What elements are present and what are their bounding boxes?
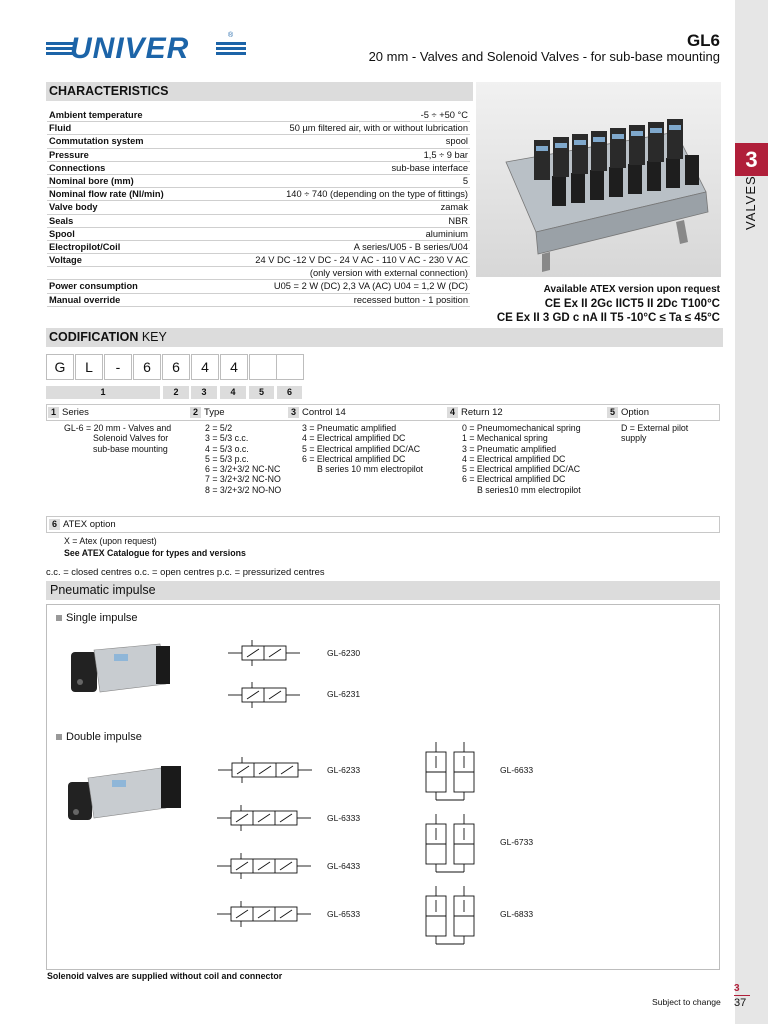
page-subtitle: 20 mm - Valves and Solenoid Valves - for sub-base mounting xyxy=(368,49,720,64)
characteristics-row xyxy=(47,214,470,227)
characteristic-key: Manual override xyxy=(47,293,197,306)
manifold-coil xyxy=(666,158,680,188)
option-line: 5 = Electrical amplified DC/AC xyxy=(302,443,421,454)
centres-legend: c.c. = closed centres o.c. = open centres p.c. = pressurized centres xyxy=(46,566,325,577)
atex-line-1: Available ATEX version upon request xyxy=(543,284,720,295)
characteristic-value: aluminium xyxy=(197,227,470,240)
characteristic-value: (only version with external connection) xyxy=(197,267,470,280)
option-line: 4 = Electrical amplified DC xyxy=(302,433,406,444)
code-box xyxy=(249,354,277,380)
option-line: 5 = 5/3 p.c. xyxy=(205,453,249,464)
valve-body-illustration xyxy=(66,760,186,825)
section-tab-number[interactable]: 3 xyxy=(735,143,768,176)
option-line: B series 10 mm electropilot xyxy=(317,464,424,475)
group-options xyxy=(302,423,423,474)
code-box: 6 xyxy=(133,354,161,380)
valve-code-label: GL-6433 xyxy=(327,861,361,871)
manifold-coil xyxy=(685,155,699,185)
valve-code-label: GL-6833 xyxy=(500,909,534,919)
brand-logo xyxy=(46,34,246,64)
group-title: Option xyxy=(621,407,649,418)
characteristic-key: Spool xyxy=(47,227,197,240)
valve-symbol-double-3-2 xyxy=(418,882,482,946)
footer-divider xyxy=(734,995,750,996)
group-title: Series xyxy=(62,407,89,418)
characteristic-value: 1,5 ÷ 9 bar xyxy=(197,148,470,161)
valve-code-label: GL-6533 xyxy=(327,909,361,919)
manifold-coil xyxy=(609,167,623,197)
atex-availability xyxy=(470,283,720,325)
characteristics-heading: CHARACTERISTICS xyxy=(46,82,473,101)
characteristic-value: sub-base interface xyxy=(197,161,470,174)
code-position-number: 3 xyxy=(191,386,217,399)
footer-section-number: 3 xyxy=(734,983,740,994)
group-number: 2 xyxy=(190,407,201,418)
atex-option-line-1: X = Atex (upon request) xyxy=(64,536,157,546)
valve-code-label: GL-6733 xyxy=(500,837,534,847)
valve-symbol-double-3-2 xyxy=(418,738,482,802)
option-line: 6 = Electrical amplified DC xyxy=(462,474,566,485)
characteristic-value: 140 ÷ 740 (depending on the type of fittings) xyxy=(197,188,470,201)
atex-option-details xyxy=(64,535,246,559)
manifold-coil xyxy=(590,170,604,200)
group-number: 1 xyxy=(48,407,59,418)
group-return-12-header xyxy=(447,405,503,420)
characteristic-value: zamak xyxy=(197,201,470,214)
option-line: supply xyxy=(621,433,647,444)
valve-manifold-illustration xyxy=(476,82,721,277)
characteristic-value: NBR xyxy=(197,214,470,227)
group-number: 5 xyxy=(607,407,618,418)
characteristics-row xyxy=(47,135,470,148)
atex-option-title: ATEX option xyxy=(63,519,116,530)
option-line: 3 = Pneumatic amplified xyxy=(302,423,397,433)
option-line: 4 = 5/3 o.c. xyxy=(205,443,249,454)
characteristics-row xyxy=(47,267,470,280)
option-line: 3 = 5/3 c.c. xyxy=(205,433,249,444)
valve-symbol-horizontal xyxy=(212,899,316,929)
option-line: 4 = Electrical amplified DC xyxy=(462,453,566,464)
characteristic-key: Electropilot/Coil xyxy=(47,240,197,253)
option-line: 6 = Electrical amplified DC xyxy=(302,453,406,464)
option-line: 6 = 3/2+3/2 NC-NC xyxy=(205,464,281,475)
code-position-number: 6 xyxy=(277,386,302,399)
valve-symbol-horizontal xyxy=(215,755,315,785)
group-type-header xyxy=(190,405,225,420)
group-options xyxy=(462,423,581,495)
group-options xyxy=(621,423,688,444)
characteristic-value: 24 V DC -12 V DC - 24 V AC - 110 V AC - 230 V AC xyxy=(197,254,470,267)
group-title: Type xyxy=(204,407,225,418)
manifold-label xyxy=(555,143,567,148)
manifold-label xyxy=(593,137,605,142)
manifold-label xyxy=(536,146,548,151)
option-line: Solenoid Valves for xyxy=(93,433,169,444)
characteristic-value: recessed button - 1 position xyxy=(197,293,470,306)
logo-stripes-right xyxy=(216,42,246,56)
double-impulse-valve-photo xyxy=(66,760,186,825)
characteristics-row xyxy=(47,280,470,293)
characteristics-row xyxy=(47,254,470,267)
characteristic-key: Nominal flow rate (Nl/min) xyxy=(47,188,197,201)
characteristic-value: -5 ÷ +50 °C xyxy=(197,109,470,122)
code-position-number: 1 xyxy=(46,386,160,399)
code-box: 4 xyxy=(220,354,248,380)
characteristic-key: Seals xyxy=(47,214,197,227)
code-position-number: 4 xyxy=(220,386,246,399)
characteristic-value: U05 = 2 W (DC) 2,3 VA (AC) U04 = 1,2 W (DC) xyxy=(197,280,470,293)
characteristic-value: A series/U05 - B series/U04 xyxy=(197,240,470,253)
product-photo xyxy=(476,82,721,277)
valve-code-label: GL-6233 xyxy=(327,765,361,775)
option-line: 2 = 5/2 xyxy=(205,423,233,433)
double-impulse-heading: Double impulse xyxy=(56,731,142,743)
code-box xyxy=(276,354,304,380)
characteristic-key: Connections xyxy=(47,161,197,174)
valve-code-label: GL-6231 xyxy=(327,689,361,699)
logo-registered-mark: ® xyxy=(228,32,234,39)
manifold-coil xyxy=(571,173,585,203)
characteristic-key: Valve body xyxy=(47,201,197,214)
option-line: B series10 mm electropilot xyxy=(477,484,581,495)
group-title: Control 14 xyxy=(302,407,346,418)
characteristics-row xyxy=(47,148,470,161)
group-options xyxy=(64,423,171,454)
manifold-label xyxy=(669,125,681,130)
valve-code-label: GL-6230 xyxy=(327,648,361,658)
subject-to-change: Subject to change xyxy=(652,997,721,1007)
group-option-header xyxy=(607,405,649,420)
group-options xyxy=(205,423,281,495)
valve-body-illustration xyxy=(68,640,173,700)
valve-symbol-horizontal xyxy=(212,803,316,833)
characteristic-key: Nominal bore (mm) xyxy=(47,174,197,187)
bullet-square-icon xyxy=(56,615,62,621)
codification-heading: CODIFICATION KEY xyxy=(46,328,723,347)
valve-code-label: GL-6333 xyxy=(327,813,361,823)
group-title: Return 12 xyxy=(461,407,503,418)
group-number: 3 xyxy=(288,407,299,418)
manifold-label xyxy=(631,131,643,136)
option-line: 0 = Pneumomechanical spring xyxy=(462,423,581,433)
characteristic-key xyxy=(47,267,197,280)
characteristic-value: 50 µm filtered air, with or without lubrication xyxy=(197,122,470,135)
atex-line-2: CE Ex II 2Gc IICT5 II 2Dc T100°C xyxy=(544,298,720,310)
atex-line-3: CE Ex II 3 GD c nA II T5 -10°C ≤ Ta ≤ 45°C xyxy=(496,312,720,324)
code-box: L xyxy=(75,354,103,380)
manifold-label xyxy=(574,140,586,145)
characteristic-key: Voltage xyxy=(47,254,197,267)
characteristic-value: spool xyxy=(197,135,470,148)
group-number: 4 xyxy=(447,407,458,418)
atex-option-line-2: See ATEX Catalogue for types and versions xyxy=(64,548,246,558)
code-box: - xyxy=(104,354,132,380)
valve-symbol-horizontal xyxy=(212,851,316,881)
code-position-number: 5 xyxy=(249,386,274,399)
manifold-coil xyxy=(628,164,642,194)
code-position-number: 2 xyxy=(163,386,189,399)
bullet-square-icon xyxy=(56,734,62,740)
option-line: 3 = Pneumatic amplified xyxy=(462,443,557,454)
section-tab-label: VALVES xyxy=(743,175,758,230)
page-code: GL6 xyxy=(686,31,720,50)
characteristics-row xyxy=(47,161,470,174)
characteristic-value: 5 xyxy=(197,174,470,187)
characteristics-row xyxy=(47,174,470,187)
group-series-header xyxy=(48,405,89,420)
valve-symbol-horizontal xyxy=(220,680,308,710)
valve-code-label: GL-6633 xyxy=(500,765,534,775)
manifold-label xyxy=(612,134,624,139)
single-impulse-heading: Single impulse xyxy=(56,612,138,624)
manifold-coil xyxy=(552,176,566,206)
characteristics-row xyxy=(47,109,470,122)
manifold-coil xyxy=(647,161,661,191)
logo-text: UNIVER xyxy=(70,32,190,65)
characteristics-row xyxy=(47,201,470,214)
manifold-label xyxy=(650,128,662,133)
option-line: D = External pilot xyxy=(621,423,689,433)
characteristic-key: Commutation system xyxy=(47,135,197,148)
valve-symbol-double-3-2 xyxy=(418,810,482,874)
page-number: 37 xyxy=(734,997,747,1009)
code-box: 4 xyxy=(191,354,219,380)
code-box: G xyxy=(46,354,74,380)
option-line: 8 = 3/2+3/2 NO-NO xyxy=(205,484,282,495)
option-line: 1 = Mechanical spring xyxy=(462,433,548,444)
pneumatic-impulse-heading: Pneumatic impulse xyxy=(46,581,720,600)
option-line: 7 = 3/2+3/2 NC-NO xyxy=(205,474,281,485)
code-box: 6 xyxy=(162,354,190,380)
characteristic-key: Fluid xyxy=(47,122,197,135)
characteristic-key: Ambient temperature xyxy=(47,109,197,122)
characteristic-key: Pressure xyxy=(47,148,197,161)
valve-symbol-horizontal xyxy=(220,638,308,668)
footer-note: Solenoid valves are supplied without coil and connector xyxy=(47,971,283,981)
characteristic-key: Power consumption xyxy=(47,280,197,293)
single-impulse-valve-photo xyxy=(68,640,173,700)
option-line: sub-base mounting xyxy=(93,443,168,454)
characteristics-row xyxy=(47,122,470,135)
group-control-14-header xyxy=(288,405,346,420)
atex-option-number: 6 xyxy=(49,519,60,530)
option-line: GL-6 = 20 mm - Valves and xyxy=(64,423,172,433)
characteristics-row xyxy=(47,188,470,201)
characteristics-row xyxy=(47,227,470,240)
characteristics-row xyxy=(47,240,470,253)
option-line: 5 = Electrical amplified DC/AC xyxy=(462,464,581,475)
atex-option-header xyxy=(46,516,720,533)
characteristics-row xyxy=(47,293,470,306)
characteristics-table xyxy=(47,109,470,307)
